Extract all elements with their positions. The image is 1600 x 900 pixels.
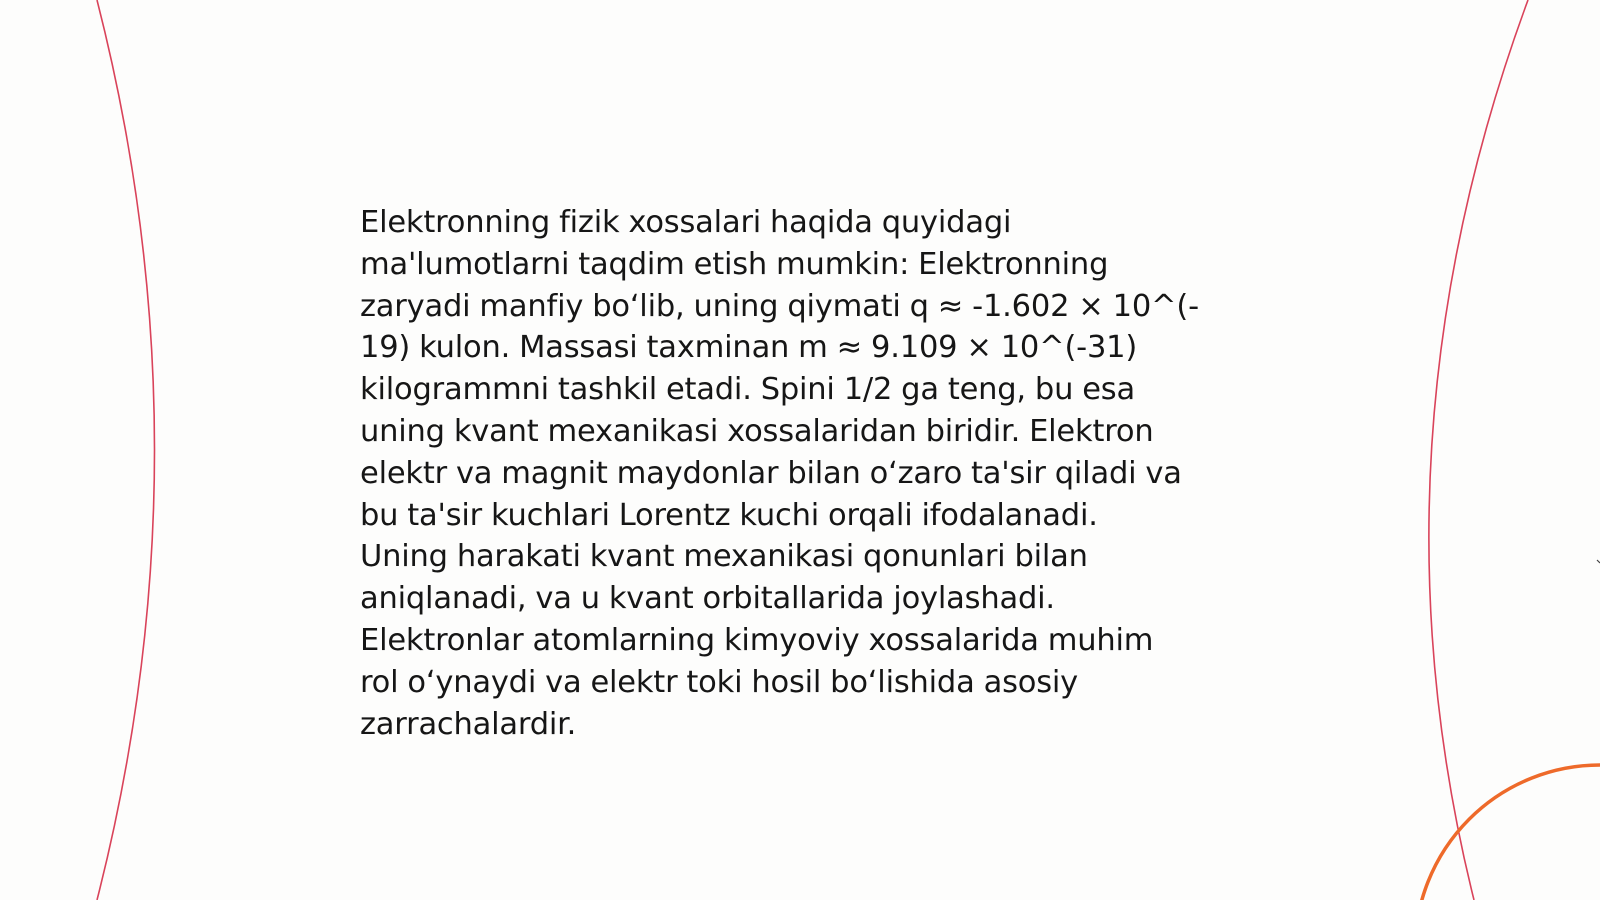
text-line: bu ta'sir kuchlari Lorentz kuchi orqali ifodalanadi. (360, 497, 1098, 533)
text-line: 19) kulon. Massasi taxminan m ≈ 9.109 × 10^(-31) (360, 330, 1138, 366)
text-line: uning kvant mexanikasi xossalaridan biridir. Elektron (360, 413, 1154, 449)
text-line: Elektronlar atomlarning kimyoviy xossalarida muhim (360, 622, 1154, 658)
text-line: kilogrammni tashkil etadi. Spini 1/2 ga teng, bu esa (360, 372, 1135, 408)
text-line: Elektronning fizik xossalari haqida quyidagi (360, 205, 1012, 240)
text-line: ma'lumotlarni taqdim etish mumkin: Elektronning (360, 246, 1109, 282)
corner-circle (1415, 765, 1600, 900)
text-line: elektr va magnit maydonlar bilan o‘zaro ta'sir qiladi va (360, 455, 1182, 491)
text-line: rol o‘ynaydi va elektr toki hosil bo‘lishida asosiy (360, 664, 1079, 700)
left-arc (97, 0, 155, 900)
text-line: zaryadi manfiy bo‘lib, uning qiymati q ≈ -1.602 × 10^(- (360, 288, 1199, 324)
text-line: zarrachalardir. (360, 706, 577, 742)
text-line: Uning harakati kvant mexanikasi qonunlari bilan (360, 539, 1088, 575)
slide-body-text (360, 202, 1240, 745)
right-arc (1429, 0, 1528, 900)
text-line: aniqlanadi, va u kvant orbitallarida joylashadi. (360, 581, 1055, 617)
